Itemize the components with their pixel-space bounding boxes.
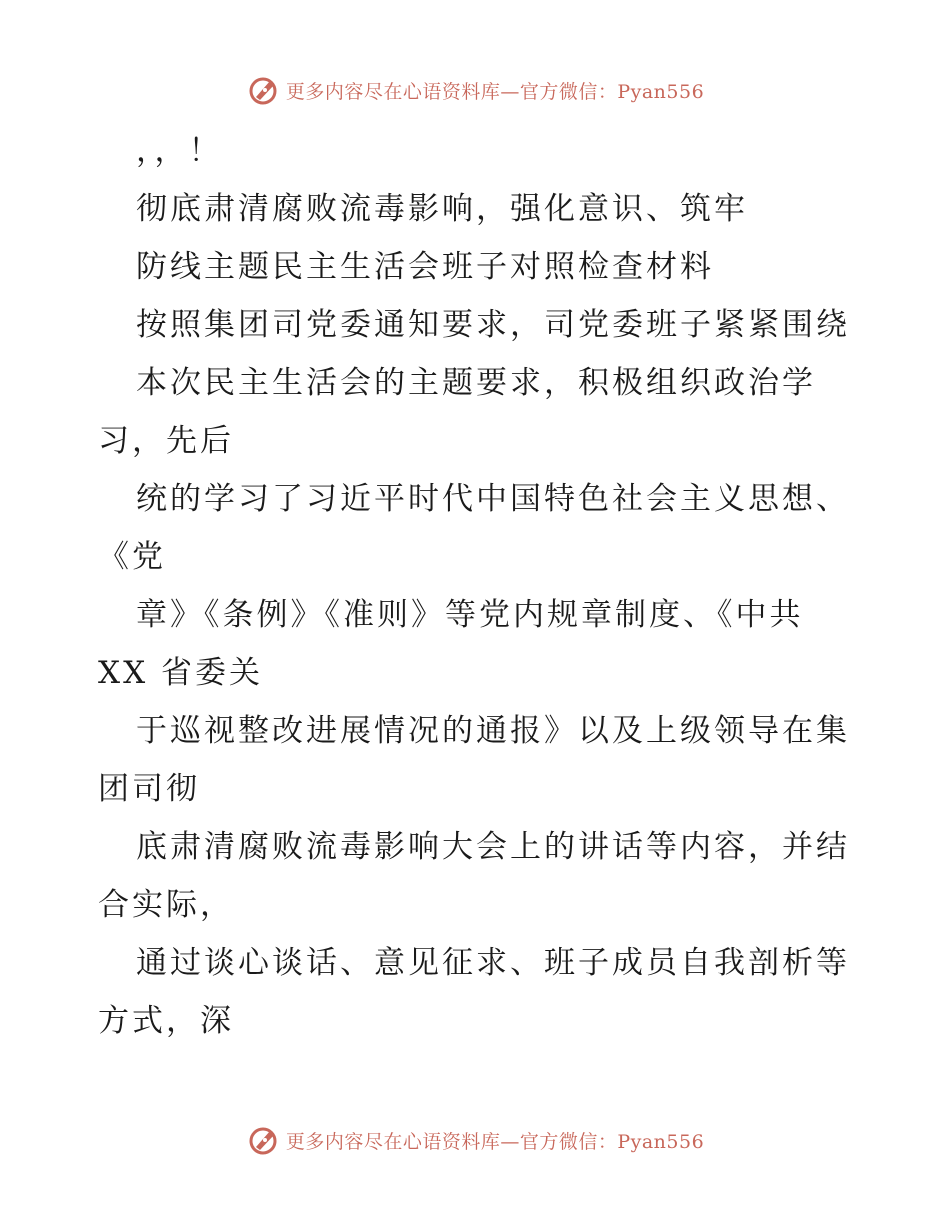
text-line: 章》《条例》《准则》等党内规章制度、《中共 [136,597,804,633]
text-line: 习，先后 [98,423,234,459]
text-line: 防线主题民主生活会班子对照检查材料 [136,249,714,285]
text-line: 于巡视整改进展情况的通报》以及上级领导在集 [136,713,850,749]
footer-watermark [0,1120,950,1160]
text-line: 《党 [98,539,166,575]
text-line: 方式，深 [98,1003,234,1039]
pen-nib-logo-icon [246,1123,280,1157]
text-line: 团司彻 [98,771,200,807]
pen-nib-logo-icon [246,73,280,107]
text-line: XX 省委关 [98,655,263,691]
text-line: 本次民主生活会的主题要求，积极组织政治学 [136,365,816,401]
text-line: 统的学习了习近平时代中国特色社会主义思想、 [136,481,850,517]
document-body [98,122,858,1050]
text-line: 彻底肃清腐败流毒影响，强化意识、筑牢 [136,191,748,227]
text-line: ，，！ [136,133,223,169]
text-line: 底肃清腐败流毒影响大会上的讲话等内容，并结 [136,829,850,865]
watermark-text: 更多内容尽在心语资料库—官方微信：Pyan556 [285,80,705,103]
text-line: 按照集团司党委通知要求，司党委班子紧紧围绕 [136,307,850,343]
watermark-text: 更多内容尽在心语资料库—官方微信：Pyan556 [285,1130,705,1153]
text-line: 通过谈心谈话、意见征求、班子成员自我剖析等 [136,945,850,981]
header-watermark [0,70,950,110]
text-line: 合实际， [98,887,234,923]
